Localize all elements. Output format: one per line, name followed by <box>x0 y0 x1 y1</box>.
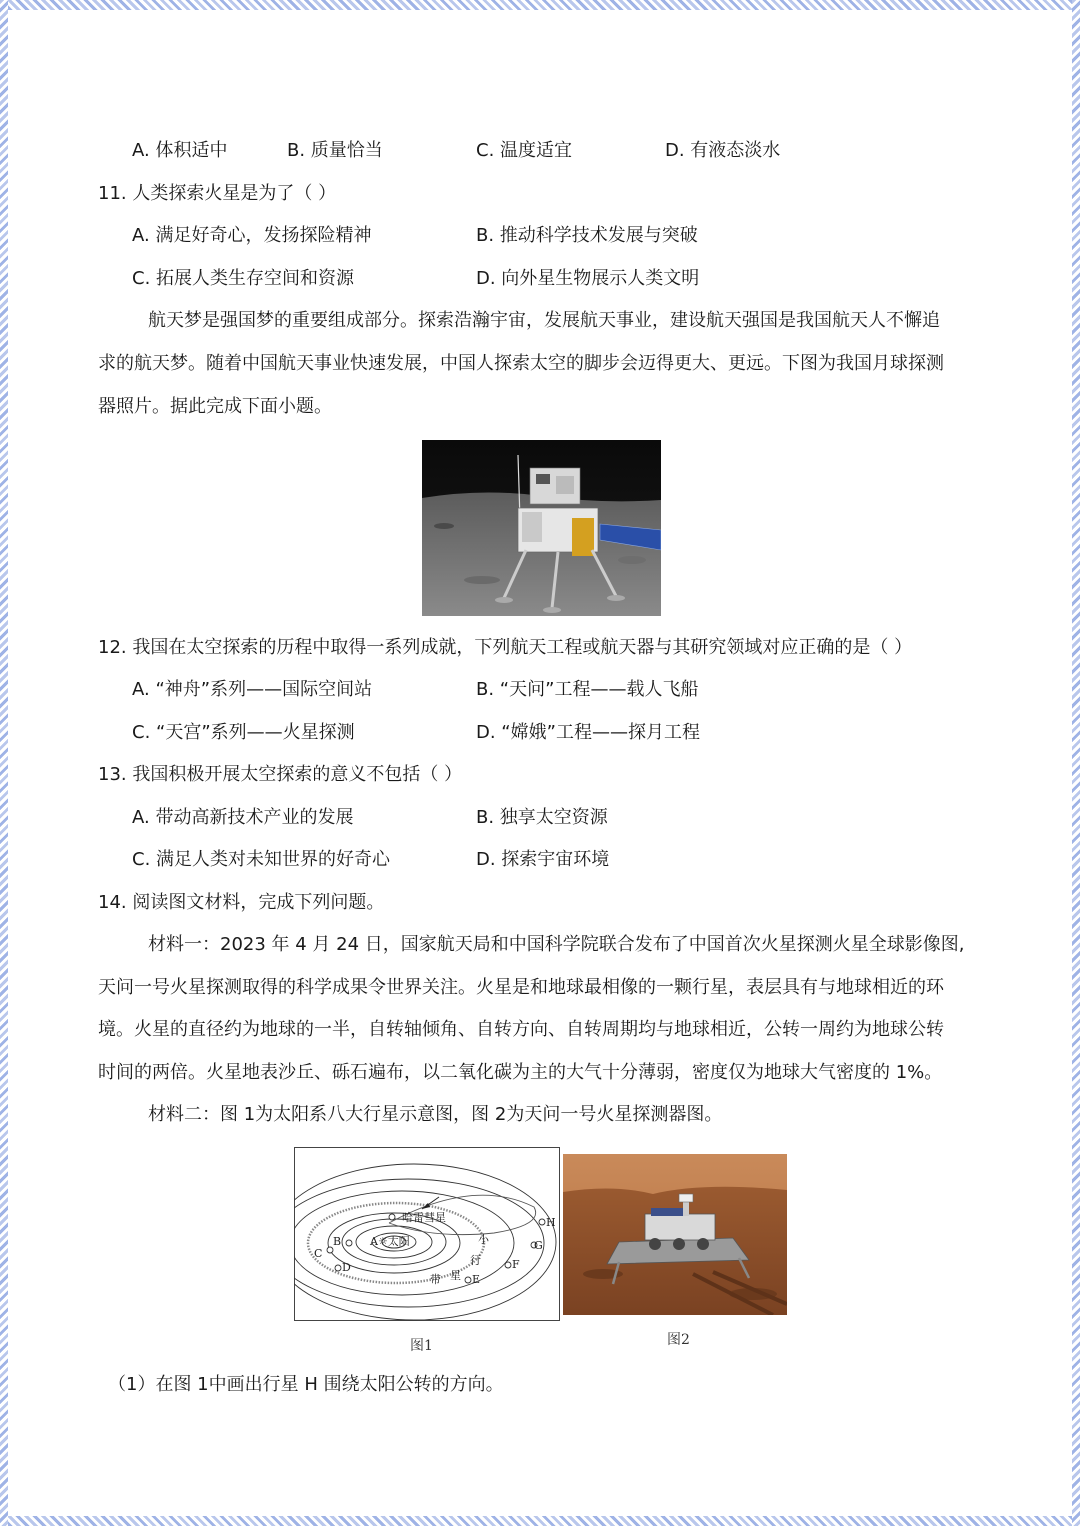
q14-material1-line-4: 时间的两倍。火星地表沙丘、砾石遍布，以二氧化碳为主的大气十分薄弱，密度仅为地球大气密度的 1%。 <box>98 1062 943 1083</box>
q13-option-d: D. 探索宇宙环境 <box>476 849 610 870</box>
decorative-border-top <box>0 0 1080 10</box>
label-d: D <box>342 1261 351 1274</box>
lunar-probe-photo <box>422 440 661 616</box>
label-belt-3: 星 <box>450 1269 461 1282</box>
q11-option-c: C. 拓展人类生存空间和资源 <box>132 268 355 289</box>
q11-option-d: D. 向外星生物展示人类文明 <box>476 268 700 289</box>
q13-option-c: C. 满足人类对未知世界的好奇心 <box>132 849 391 870</box>
label-c: C <box>314 1247 323 1260</box>
label-halley-comet: 哈雷彗星 <box>402 1211 446 1224</box>
label-h: H <box>546 1216 556 1229</box>
q12-option-c: C. “天宫”系列——火星探测 <box>132 722 355 743</box>
intro-line-1: 航天梦是强国梦的重要组成部分。探索浩瀚宇宙，发展航天事业，建设航天强国是我国航天人不懈追 <box>148 310 940 331</box>
intro-line-2: 求的航天梦。随着中国航天事业快速发展，中国人探索太空的脚步会迈得更大、更远。下图为我国月球探测 <box>98 353 944 374</box>
solar-system-diagram <box>294 1147 560 1321</box>
q12-option-a: A. “神舟”系列——国际空间站 <box>132 679 373 700</box>
q14-material1-line-3: 境。火星的直径约为地球的一半，自转轴倾角、自转方向、自转周期均与地球相近，公转一周约为地球公转 <box>98 1019 944 1040</box>
decorative-border-bottom <box>0 1516 1080 1526</box>
label-belt-4: 带 <box>430 1273 441 1286</box>
intro-line-3: 器照片。据此完成下面小题。 <box>98 396 332 417</box>
q10-option-a: A. 体积适中 <box>132 140 228 161</box>
q13-stem: 13. 我国积极开展太空探索的意义不包括（ ） <box>98 764 463 785</box>
q10-option-d: D. 有液态淡水 <box>665 140 781 161</box>
q11-option-a: A. 满足好奇心，发扬探险精神 <box>132 225 372 246</box>
q11-option-b: B. 推动科学技术发展与突破 <box>476 225 698 246</box>
q12-option-b: B. “天问”工程——载人飞船 <box>476 679 699 700</box>
label-belt-1: 小 <box>478 1233 489 1246</box>
mars-rover-photo <box>563 1154 787 1315</box>
label-b: B <box>333 1235 342 1248</box>
q10-option-c: C. 温度适宜 <box>476 140 573 161</box>
label-sun: A☼太阳 <box>370 1235 410 1248</box>
label-g: G <box>534 1239 543 1252</box>
label-belt-2: 行 <box>470 1254 481 1267</box>
q14-sub1: （1）在图 1中画出行星 H 围绕太阳公转的方向。 <box>108 1374 504 1395</box>
q14-stem: 14. 阅读图文材料，完成下列问题。 <box>98 892 385 913</box>
q13-option-b: B. 独享太空资源 <box>476 807 608 828</box>
label-e: E <box>472 1273 481 1286</box>
decorative-border-right <box>1072 0 1080 1526</box>
q10-option-b: B. 质量恰当 <box>287 140 383 161</box>
label-f: F <box>512 1258 520 1271</box>
q12-option-d: D. “嫦娥”工程——探月工程 <box>476 722 700 743</box>
fig1-caption: 图1 <box>410 1338 433 1354</box>
q11-stem: 11. 人类探索火星是为了（ ） <box>98 183 337 204</box>
q12-stem: 12. 我国在太空探索的历程中取得一系列成就，下列航天工程或航天器与其研究领域对应正确的是（ ） <box>98 637 913 658</box>
fig2-caption: 图2 <box>667 1332 690 1348</box>
q14-material1-line-2: 天问一号火星探测取得的科学成果令世界关注。火星是和地球最相像的一颗行星，表层具有与地球相近的环 <box>98 977 944 998</box>
q13-option-a: A. 带动高新技术产业的发展 <box>132 807 354 828</box>
decorative-border-left <box>0 0 8 1526</box>
q14-material1-line-1: 材料一：2023 年 4 月 24 日，国家航天局和中国科学院联合发布了中国首次火星探测火星全球影像图, <box>148 934 965 955</box>
q14-material2: 材料二：图 1为太阳系八大行星示意图，图 2为天问一号火星探测器图。 <box>148 1104 723 1125</box>
